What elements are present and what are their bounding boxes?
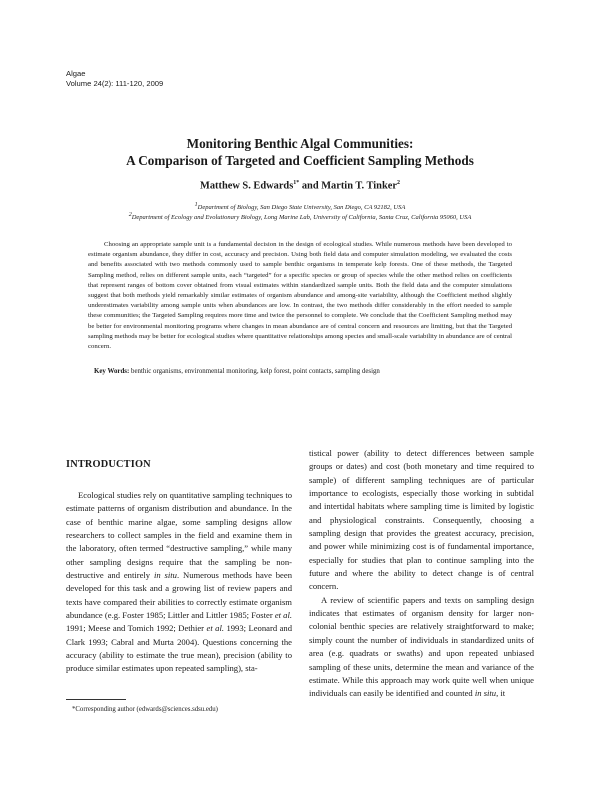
author-1: Matthew S. Edwards <box>200 180 294 192</box>
abstract: Choosing an appropriate sample unit is a fundamental decision in the design of ecological studies. While numerous methods have been developed to estimate organism abundance, they differ in cost, accuracy and precision. Using both field data and computer simulation modeling, we evaluated the costs and benefits associated with two methods commonly used to sample benthic organisms in temperate kelp forests. One of these methods, the Targeted Sampling method, relies on different sample units, each “targeted” for a specific species or group of species while the other method relies on coefficients that represent ranges of bottom cover obtained from visual estimates within standardized sample units. Both the field data and the computer simulations suggest that both methods yield remarkably similar estimates of organism abundance and among-site variability, although the Coefficient method slightly underestimates variability among sample units when abundances are low. In contrast, the two methods differ considerably in the effort needed to sample these communities; the Targeted Sampling requires more time and twice the personnel to complete. We conclude that the Coefficient Sampling method may be better for environmental monitoring programs where changes in mean abundance are of central concern and resources are limiting, but that the Targeted sampling methods may be better for ecological studies where quantitative relationships among species and small-scale variability in abundance are of central concern. <box>88 241 512 351</box>
footnote-rule <box>66 699 126 700</box>
in-situ-italic: in situ <box>153 570 177 581</box>
affiliation-2 <box>0 211 600 222</box>
keywords-text: benthic organisms, environmental monitoring, kelp forest, point contacts, sampling design <box>131 368 380 375</box>
author-line <box>0 180 600 191</box>
author-2: Martin T. Tinker <box>321 180 397 192</box>
author-conjunction: and <box>301 180 319 192</box>
affiliation-1-text: Department of Biology, San Diego State University, San Diego, CA 92182, USA <box>197 204 406 212</box>
intro-paragraph-1-continued: tistical power (ability to detect differences between sample groups or dates) and cost (both monetary and time required to sample) of different sampling techniques are of particular importance to ecologists, especially those working in subtidal and intertidal habitats where sampling time is limited by logistic and physiological constraints. Consequently, choosing a sampling design that provides the greatest accuracy, precision, and power while minimizing cost is of fundamental importance, especially for studies that plan to continue sampling into the future and where the ability to detect change is of central concern. <box>309 448 534 592</box>
section-heading-introduction: INTRODUCTION <box>66 459 151 470</box>
affiliation-1-mark: 1 <box>194 202 198 208</box>
et-al-italic: et al. <box>274 610 293 621</box>
corresponding-author-footnote: *Corresponding author (edwards@sciences.sdsu.edu) <box>72 706 218 713</box>
keywords-label: Key Words: <box>94 368 130 375</box>
journal-header <box>66 69 163 89</box>
in-situ-italic: in situ <box>474 688 497 699</box>
journal-citation: Volume 24(2): 111-120, 2009 <box>66 79 164 88</box>
paper-title <box>0 135 600 169</box>
intro-paragraph-2: A review of scientific papers and texts on sampling design indicates that estimates of organism density for larger non-colonial benthic species are relatively straightforward to make; simply count the number of individuals in standardized units of area (e.g. quadrats or swaths) and upon repeated unbiased sampling of these units, determine the mean and variance of the estimate. While this approach may work quite well when unique individuals can easily be identified and counted in situ, it <box>309 594 534 699</box>
author-2-mark: 2 <box>396 180 400 186</box>
keywords <box>94 368 514 375</box>
affiliation-2-mark: 2 <box>128 212 132 218</box>
author-1-mark: 1* <box>293 180 300 186</box>
right-column <box>309 447 534 701</box>
journal-name: Algae <box>66 69 86 78</box>
title-line-1: Monitoring Benthic Algal Communities: <box>186 136 414 151</box>
left-column <box>66 489 292 676</box>
title-line-2: A Comparison of Targeted and Coefficient Sampling Methods <box>126 153 474 168</box>
affiliation-2-text: Department of Ecology and Evolutionary Biology, Long Marine Lab, University of California, Santa Cruz, California 95060, USA <box>131 214 472 222</box>
et-al-italic: et al. <box>206 623 224 634</box>
intro-paragraph-1: Ecological studies rely on quantitative sampling techniques to estimate patterns of organism distribution and abundance. In the case of benthic marine algae, some sampling designs allow researchers to collect samples in the field and examine them in the laboratory, often termed “destructive sampling,” while many other sampling designs require that the sampling be non-destructive and entirely in situ. Numerous methods have been developed for this task and a growing list of review papers and texts have compared their abilities to correctly estimate organism abundance (e.g. Foster 1985; Littler and Littler 1985; Foster et al. 1991; Meese and Tomich 1992; Dethier et al. 1993; Leonard and Clark 1993; Cabral and Murta 2004). Questions concerning the accuracy (ability to estimate the true mean), precision (ability to produce similar estimates upon repeated sampling), sta- <box>66 490 293 674</box>
